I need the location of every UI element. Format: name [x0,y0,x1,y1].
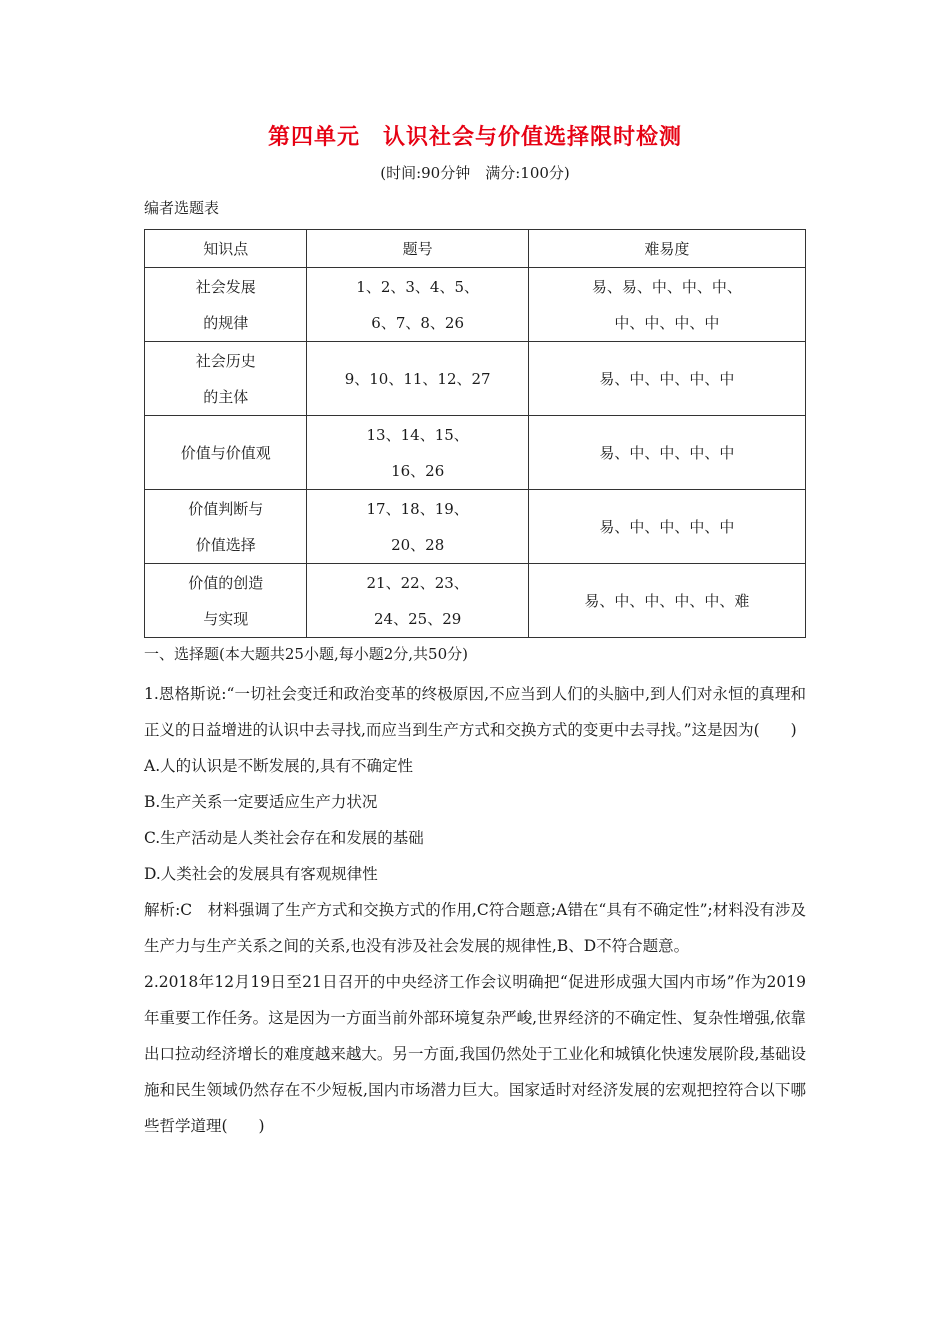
cell-topic: 价值与价值观 [145,416,307,490]
table-caption: 编者选题表 [144,199,220,217]
cell-topic: 社会历史 的主体 [145,342,307,416]
question-1-stem: 1.恩格斯说:“一切社会变迁和政治变革的终极原因,不应当到人们的头脑中,到人们对永恒的真理和正义的日益增进的认识中去寻找,而应当到生产方式和交换方式的变更中去寻找。”这是因为( ) [144,685,806,739]
question-1-option-c: C.生产活动是人类社会存在和发展的基础 [144,829,424,847]
question-body [144,676,806,1144]
cell-difficulty: 易、易、中、中、中、 中、中、中、中 [528,268,805,342]
question-1-option-a: A.人的认识是不断发展的,具有不确定性 [144,757,414,775]
table-row [145,416,806,490]
question-1-option-d: D.人类社会的发展具有客观规律性 [144,865,378,883]
cell-difficulty: 易、中、中、中、中 [528,490,805,564]
question-1-option-b: B.生产关系一定要适应生产力状况 [144,793,378,811]
table-row [145,342,806,416]
table-header-row [145,230,806,268]
header-questions: 题号 [307,230,528,268]
cell-questions: 9、10、11、12、27 [307,342,528,416]
table-row [145,564,806,638]
cell-topic: 价值的创造 与实现 [145,564,307,638]
cell-questions: 13、14、15、 16、26 [307,416,528,490]
table-row [145,490,806,564]
cell-difficulty: 易、中、中、中、中、难 [528,564,805,638]
page-title: 第四单元 认识社会与价值选择限时检测 [267,125,682,150]
section-heading: 一、选择题(本大题共25小题,每小题2分,共50分) [144,645,468,663]
exam-time-score: (时间:90分钟 满分:100分) [380,164,570,182]
cell-questions: 1、2、3、4、5、 6、7、8、26 [307,268,528,342]
question-2-stem: 2.2018年12月19日至21日召开的中央经济工作会议明确把“促进形成强大国内市场”作为2019年重要工作任务。这是因为一方面当前外部环境复杂严峻,世界经济的不确定性、复杂性增强,依靠出口拉动经济增长的难度越来越大。另一方面,我国仍然处于工业化和城镇化快速发展阶段,基础设施和民生领域仍然存在不少短板,国内市场潜力巨大。国家适时对经济发展的宏观把控符合以下哪些哲学道理( ) [144,973,806,1135]
cell-topic: 社会发展 的规律 [145,268,307,342]
cell-difficulty: 易、中、中、中、中 [528,342,805,416]
question-1-analysis: 解析:C 材料强调了生产方式和交换方式的作用,C符合题意;A错在“具有不确定性”;材料没有涉及生产力与生产关系之间的关系,也没有涉及社会发展的规律性,B、D不符合题意。 [144,901,806,955]
table-row [145,268,806,342]
cell-questions: 21、22、23、 24、25、29 [307,564,528,638]
cell-questions: 17、18、19、 20、28 [307,490,528,564]
cell-topic: 价值判断与 价值选择 [145,490,307,564]
header-difficulty: 难易度 [528,230,805,268]
header-topic: 知识点 [145,230,307,268]
question-selection-table [144,229,806,638]
cell-difficulty: 易、中、中、中、中 [528,416,805,490]
